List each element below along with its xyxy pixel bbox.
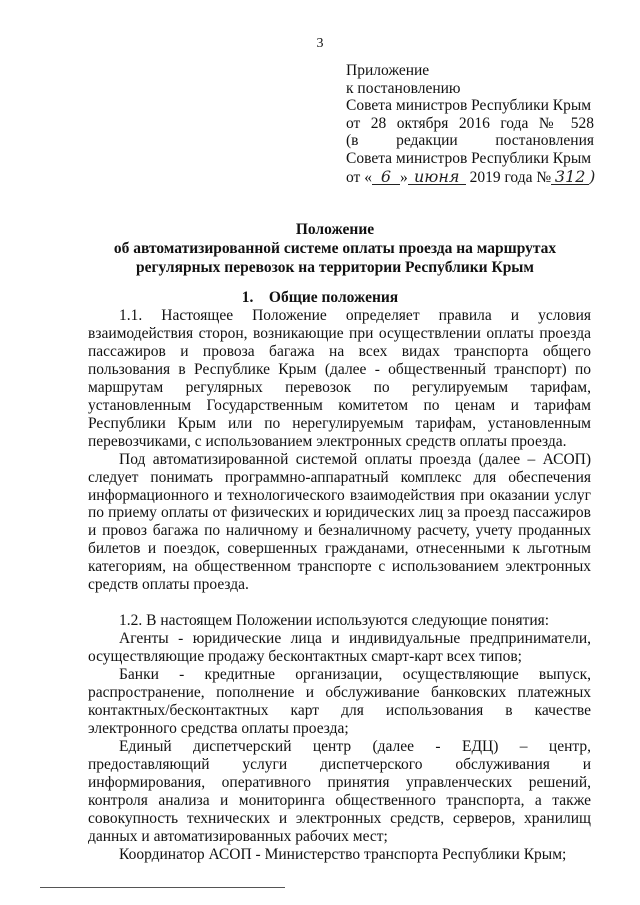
document-title [80, 220, 590, 277]
footnote-divider [40, 887, 285, 888]
appendix-line: Совета министров Республики Крым [346, 97, 592, 115]
appendix-line: Приложение [346, 62, 430, 79]
appendix-line: к постановлению [346, 79, 461, 97]
paragraph-asop-definition: Под автоматизированной системой оплаты проезда (далее – АСОП) следует понимать программно-аппаратный комплекс для обеспечения информационного и технологического взаимодействия при оказании услуг по приему оплаты от физических и юридических лиц за проезд пассажиров и провоз багажа по наличному и безналичному расчету, учету проданных билетов и поездок, совершенных гражданами, отнесенными к льготным категориям, на общественном транспорте с использованием электронных средств оплаты проезда. [88, 450, 591, 594]
appendix-line: Совета министров Республики Крым [346, 149, 592, 167]
handwritten-day: 6 [372, 170, 400, 185]
handwritten-number: 312 [551, 170, 589, 185]
appendix-handwritten-date: от « 6 » июня 2019 года № 312 ) [346, 166, 596, 186]
appendix-resolution-date: от 28 октября 2016 года № 528 [346, 114, 594, 132]
date-year: 2019 года № [469, 168, 552, 186]
appendix-edition-note: (в редакции постановления [346, 132, 594, 150]
document-body [88, 307, 591, 864]
title-line: регулярных перевозок на территории Республики Крым [136, 259, 534, 276]
title-line: об автоматизированной системе оплаты проезда на маршрутах [113, 240, 557, 257]
definition-coordinator: Координатор АСОП - Министерство транспорта Республики Крым; [119, 845, 567, 863]
handwritten-month: июня [408, 170, 466, 185]
paragraph-1-1: 1.1. Настоящее Положение определяет правила и условия взаимодействия сторон, возникающие при осуществлении оплаты проезда пассажиров и провоза багажа на всех видах транспорта общего пользования в Республике Крым (далее - общественный транспорт) по маршрутам регулярных перевозок по регулируемым тарифам, установленным Государственным комитетом по ценам и тарифам Республики Крым или по нерегулируемым тарифам, установленным перевозчиками, с использованием электронных средств оплаты проезда. [88, 307, 591, 450]
appendix-header [346, 62, 594, 186]
definition-edc: Единый диспетчерский центр (далее - ЕДЦ) – центр, предоставляющий услуги диспетчерского обслуживания и информирования, оперативного принятия управленческих решений, контроля анализа и мониторинга общественного транспорта, а также совокупность технических и электронных средств, серверов, хранилищ данных и автоматизированных рабочих мест; [88, 737, 591, 845]
section-heading: 1. Общие положения [241, 289, 399, 306]
definition-agents: Агенты - юридические лица и индивидуальные предприниматели, осуществляющие продажу бесконтактных смарт-карт всех типов; [88, 630, 591, 666]
closing-paren: ) [589, 166, 596, 186]
title-line: Положение [295, 221, 375, 238]
page-number: 3 [316, 36, 324, 51]
definition-banks: Банки - кредитные организации, осуществляющие выпуск, распространение, пополнение и обслуживание банковских платежных контактных/бесконтактных карт для использования в качестве электронного средства оплаты проезда; [88, 666, 591, 737]
date-prefix: от « [346, 168, 372, 186]
paragraph-1-2: 1.2. В настоящем Положении используются следующие понятия: [119, 612, 550, 630]
